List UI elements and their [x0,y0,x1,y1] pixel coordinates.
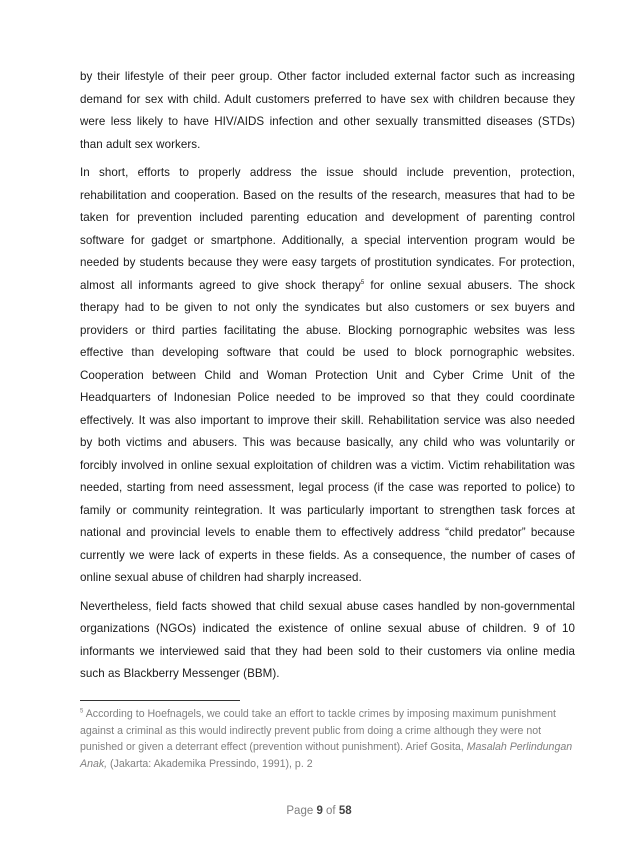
page-number-prefix: Page [286,805,317,817]
paragraph-1: by their lifestyle of their peer group. Other factor included external factor such as increasing demand for sex with child. Adult customers preferred to have sex with children because they were less likely to have HIV/AIDS infection and other sexually transmitted diseases (STDs) than adult sex workers. [80,70,575,151]
page-number-separator: of [322,805,339,817]
footnote-reference: 5 [360,279,365,286]
footnote-number: 5 [80,708,84,715]
paragraph-2-part-1: In short, efforts to properly address the issue should include prevention, protection, rehabilitation and cooperation. Based on the results of the research, measures that had to be taken for prevention included parenting education and development of parenting control software for gadget or smartphone. Additionally, a special intervention program would be needed by students because they were easy targets of prostitution syndicates. For protection, almost all informants agreed to give shock therapy [80,166,575,292]
footnote-book-title: Masalah Perlindungan Anak, [80,741,573,770]
footnote [80,706,580,772]
footnote-text-end: (Jakarta: Akademika Pressindo, 1991), p. 2 [107,757,313,770]
page-number-current: 9 [316,805,323,817]
paragraph-2 [80,162,575,590]
footnote-divider [80,700,240,701]
page-number [0,805,638,817]
page-number-total: 58 [338,805,352,817]
page-body [80,66,575,692]
footnote-text-start: According to Hoefnagels, we could take an effort to tackle crimes by imposing maximum punishment against a criminal as this would indirectly prevent public from doing a crime although they were not punished or given a deterrant effect (prevention without punishment). Arief Gosita, [80,708,556,753]
paragraph-3: Nevertheless, field facts showed that child sexual abuse cases handled by non-governmental organizations (NGOs) indicated the existence of online sexual abuse of children. 9 of 10 informants we interviewed said that they had been sold to their customers via online media such as Blackberry Messenger (BBM). [80,599,575,680]
paragraph-2-part-2: for online sexual abusers. The shock therapy had to be given to not only the syndicates but also customers or sex buyers and providers or third parties facilitating the abuse. Blocking pornographic websites was less effective than developing software that could be used to block pornographic websites. Cooperation between Child and Woman Protection Unit and Cyber Crime Unit of the Headquarters of Indonesian Police needed to be improved so that they could coordinate effectively. It was also important to improve their skill. Rehabilitation service was also needed by both victims and abusers. This was because basically, any child who was voluntarily or forcibly involved in online sexual exploitation of children was a victim. Victim rehabilitation was needed, starting from need assessment, legal process (if the case was reported to police) to family or community reintegration. It was particularly important to strengthen task forces at national and provincial levels to enable them to effectively address “child predator” because currently we were lack of experts in these fields. As a consequence, the number of cases of online sexual abuse of children had sharply increased. [80,278,575,584]
